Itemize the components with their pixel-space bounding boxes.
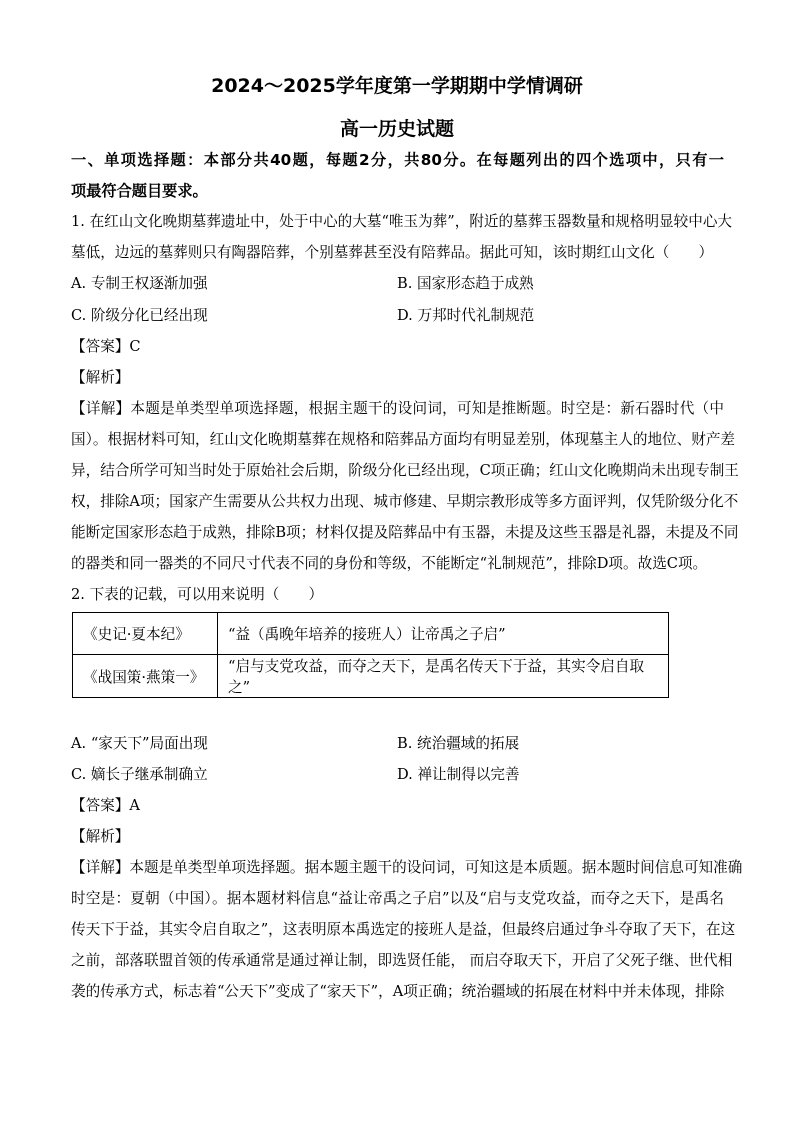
table-cell-source: 《战国策·燕策一》 <box>73 655 218 698</box>
q1-detail-line-1: 【详解】本题是单类型单项选择题，根据主题干的设问词，可知是推断题。时空是：新石器时代（中 <box>71 400 724 417</box>
q2-option-d: D. 禅让制得以完善 <box>397 766 520 783</box>
q1-option-a: A. 专制王权逐渐加强 <box>71 275 208 292</box>
q2-detail-line-1: 【详解】本题是单类型单项选择题。据本题主题干的设问词，可知这是本质题。据本题时间信息可知准确 <box>71 859 743 876</box>
q2-stem: 2. 下表的记载，可以用来说明（ ） <box>71 586 324 603</box>
q2-detail-line-3: 传天下于益，其实令启自取之”，这表明原本禹选定的接班人是益，但最终启通过争斗夺取了天下，在这 <box>71 921 736 938</box>
q1-detail-line-5: 能断定国家形态趋于成熟，排除B项；材料仅提及陪葬品中有玉器，未提及这些玉器是礼器，未提及不同 <box>71 524 739 541</box>
q2-detail-line-2: 时空是：夏朝（中国）。据本题材料信息“益让帝禹之子启”以及“启与支党攻益，而夺之天下，是禹名 <box>71 890 724 907</box>
section-heading-line-1: 一、单项选择题：本部分共40题，每题2分，共80分。在每题列出的四个选项中，只有一 <box>71 151 724 169</box>
q2-detail-line-5: 袭的传承方式，标志着“公天下”变成了“家天下”，A项正确；统治疆域的拓展在材料中并未体现，排除 <box>71 983 725 1000</box>
q1-option-c: C. 阶级分化已经出现 <box>71 307 208 324</box>
q1-detail-line-3: 异，结合所学可知当时处于原始社会后期，阶级分化已经出现，C项正确；红山文化晚期尚未出现专制王 <box>71 462 739 479</box>
section-heading-line-2: 项最符合题目要求。 <box>71 182 208 200</box>
q1-option-d: D. 万邦时代礼制规范 <box>397 307 535 324</box>
table-row <box>73 613 669 655</box>
q1-detail-line-6: 的器类和同一器类的不同尺寸代表不同的身份和等级，不能断定“礼制规范”，排除D项。故选C项。 <box>71 555 708 572</box>
q1-detail-line-4: 权，排除A项；国家产生需要从公共权力出现、城市修建、早期宗教形成等多方面评判，仅凭阶级分化不 <box>71 493 739 510</box>
q2-detail-line-4: 之前，部落联盟首领的传承通常是通过禅让制，即选贤任能， 而启夺取天下，开启了父死子继、世代相 <box>71 952 733 969</box>
exam-title: 2024～2025学年度第一学期期中学情调研 <box>211 75 583 97</box>
q2-source-table <box>72 612 669 698</box>
table-cell-quote: “启与支党攻益，而夺之天下，是禹名传天下于益，其实令启自取之” <box>218 655 669 698</box>
q1-stem-line-1: 1. 在红山文化晚期墓葬遗址中，处于中心的大墓“唯玉为葬”，附近的墓葬玉器数量和规格明显较中心大 <box>71 213 733 230</box>
q1-answer: 【答案】C <box>71 338 141 355</box>
table-cell-quote: “益（禹晚年培养的接班人）让帝禹之子启” <box>218 613 669 655</box>
q2-analysis-label: 【解析】 <box>71 828 130 845</box>
q1-stem-line-2: 墓低，边远的墓葬则只有陶器陪葬，个别墓葬甚至没有陪葬品。据此可知，该时期红山文化（ ） <box>71 244 714 261</box>
q2-option-a: A. “家天下”局面出现 <box>71 735 208 752</box>
table-cell-source: 《史记·夏本纪》 <box>73 613 218 655</box>
exam-subtitle: 高一历史试题 <box>339 118 454 140</box>
q1-analysis-label: 【解析】 <box>71 369 130 386</box>
q1-detail-line-2: 国）。根据材料可知，红山文化晚期墓葬在规格和陪葬品方面均有明显差别，体现墓主人的地位、财产差 <box>71 431 736 448</box>
q2-option-c: C. 嫡长子继承制确立 <box>71 766 208 783</box>
table-row <box>73 655 669 698</box>
q2-option-b: B. 统治疆域的拓展 <box>397 735 520 752</box>
q2-answer: 【答案】A <box>71 797 140 814</box>
q1-option-b: B. 国家形态趋于成熟 <box>397 275 534 292</box>
